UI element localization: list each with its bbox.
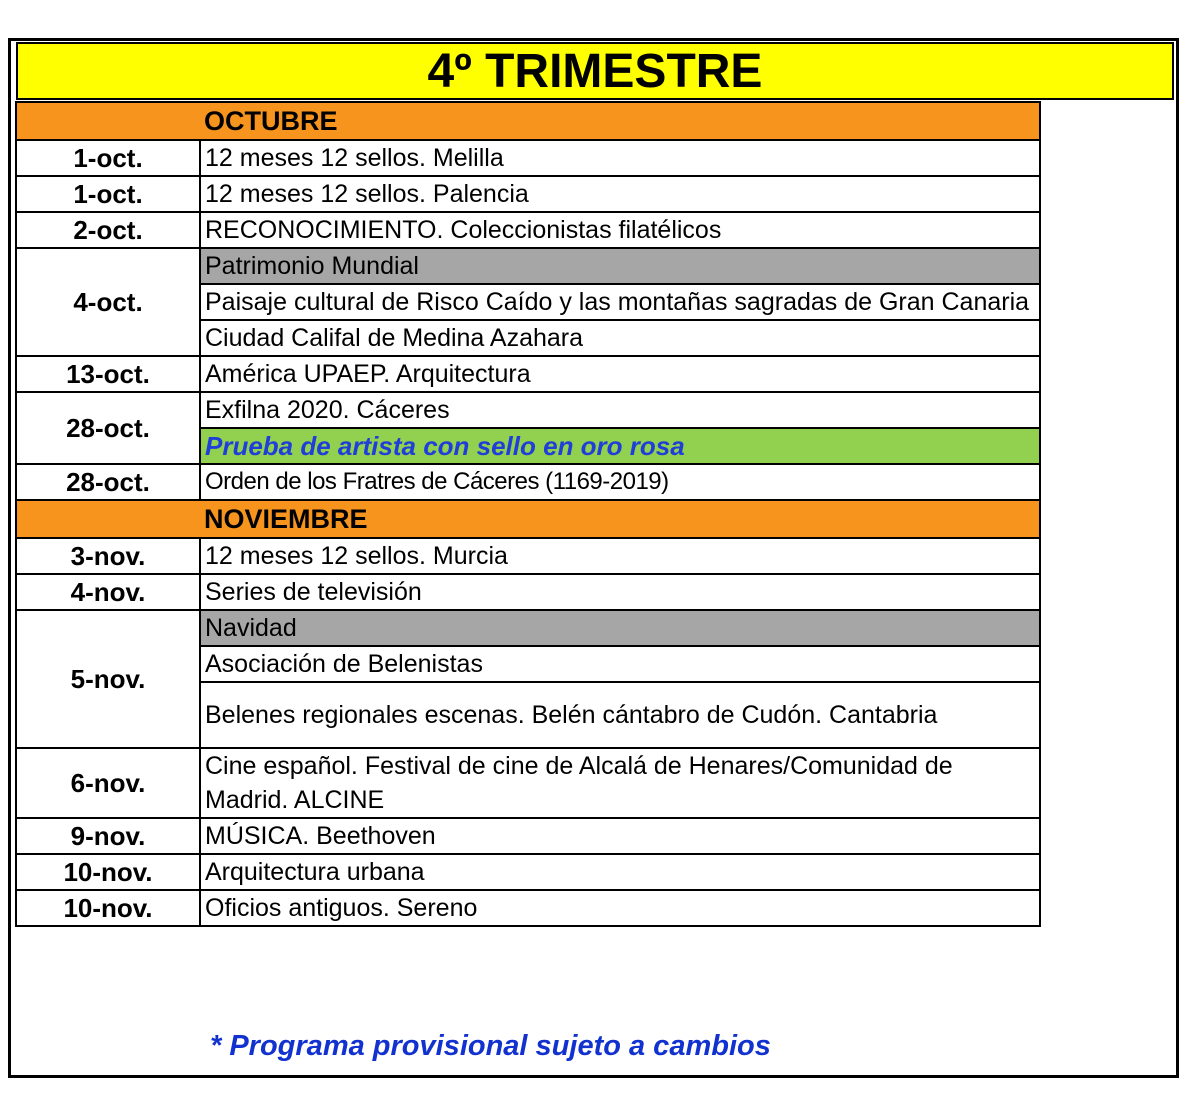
- series-group-header: Patrimonio Mundial: [200, 248, 1040, 284]
- table-row: [16, 610, 1040, 646]
- stamp-issue-title: 12 meses 12 sellos. Palencia: [200, 176, 1040, 212]
- table-row: [16, 854, 1040, 890]
- stamp-issue-title: Orden de los Fratres de Cáceres (1169-2019): [200, 464, 1040, 500]
- stamp-issue-title: Belenes regionales escenas. Belén cántabro de Cudón. Cantabria: [200, 682, 1040, 748]
- issue-date: 1-oct.: [16, 176, 200, 212]
- stamp-issue-title: Oficios antiguos. Sereno: [200, 890, 1040, 926]
- table-row: [16, 248, 1040, 284]
- issue-date: 10-nov.: [16, 890, 200, 926]
- stamp-issue-title: 12 meses 12 sellos. Melilla: [200, 140, 1040, 176]
- month-name: OCTUBRE: [200, 102, 1040, 140]
- table-row: [16, 748, 1040, 818]
- issue-date: 1-oct.: [16, 140, 200, 176]
- issue-date: 28-oct.: [16, 464, 200, 500]
- month-header-row: [16, 500, 1040, 538]
- issue-date: 3-nov.: [16, 538, 200, 574]
- issue-date: 9-nov.: [16, 818, 200, 854]
- stamp-issue-title: Asociación de Belenistas: [200, 646, 1040, 682]
- stamp-issue-title: Series de televisión: [200, 574, 1040, 610]
- stamp-issue-title: MÚSICA. Beethoven: [200, 818, 1040, 854]
- stamp-issue-title: Arquitectura urbana: [200, 854, 1040, 890]
- issue-date: 4-oct.: [16, 248, 200, 356]
- stamp-issue-title: Paisaje cultural de Risco Caído y las montañas sagradas de Gran Canaria: [200, 284, 1040, 320]
- month-header-row: [16, 102, 1040, 140]
- schedule-grid: [15, 101, 1041, 927]
- table-row: [16, 140, 1040, 176]
- table-row: [16, 818, 1040, 854]
- table-row: [16, 574, 1040, 610]
- issue-date: 6-nov.: [16, 748, 200, 818]
- issue-date: 4-nov.: [16, 574, 200, 610]
- series-group-header: Navidad: [200, 610, 1040, 646]
- month-header-spacer: [16, 500, 200, 538]
- issue-date: 5-nov.: [16, 610, 200, 748]
- issue-date: 2-oct.: [16, 212, 200, 248]
- issue-date: 10-nov.: [16, 854, 200, 890]
- issue-date: 13-oct.: [16, 356, 200, 392]
- page-title: 4º TRIMESTRE: [16, 42, 1174, 100]
- stamp-issue-title: América UPAEP. Arquitectura: [200, 356, 1040, 392]
- stamp-issue-title: Exfilna 2020. Cáceres: [200, 392, 1040, 428]
- month-name: NOVIEMBRE: [200, 500, 1040, 538]
- table-row: [16, 464, 1040, 500]
- month-header-spacer: [16, 102, 200, 140]
- stamp-issue-title: RECONOCIMIENTO. Coleccionistas filatélicos: [200, 212, 1040, 248]
- table-row: [16, 176, 1040, 212]
- stamp-issue-title: Cine español. Festival de cine de Alcalá de Henares/Comunidad de Madrid. ALCINE: [200, 748, 1040, 818]
- table-row: [16, 356, 1040, 392]
- provisional-note: * Programa provisional sujeto a cambios: [210, 1030, 771, 1062]
- table-row: [16, 212, 1040, 248]
- table-row: [16, 392, 1040, 428]
- table-row: [16, 538, 1040, 574]
- issue-date: 28-oct.: [16, 392, 200, 464]
- stamp-issue-title: 12 meses 12 sellos. Murcia: [200, 538, 1040, 574]
- table-row: [16, 890, 1040, 926]
- schedule-table: [15, 101, 1041, 927]
- stamp-issue-title: Ciudad Califal de Medina Azahara: [200, 320, 1040, 356]
- highlight-note: Prueba de artista con sello en oro rosa: [200, 428, 1040, 464]
